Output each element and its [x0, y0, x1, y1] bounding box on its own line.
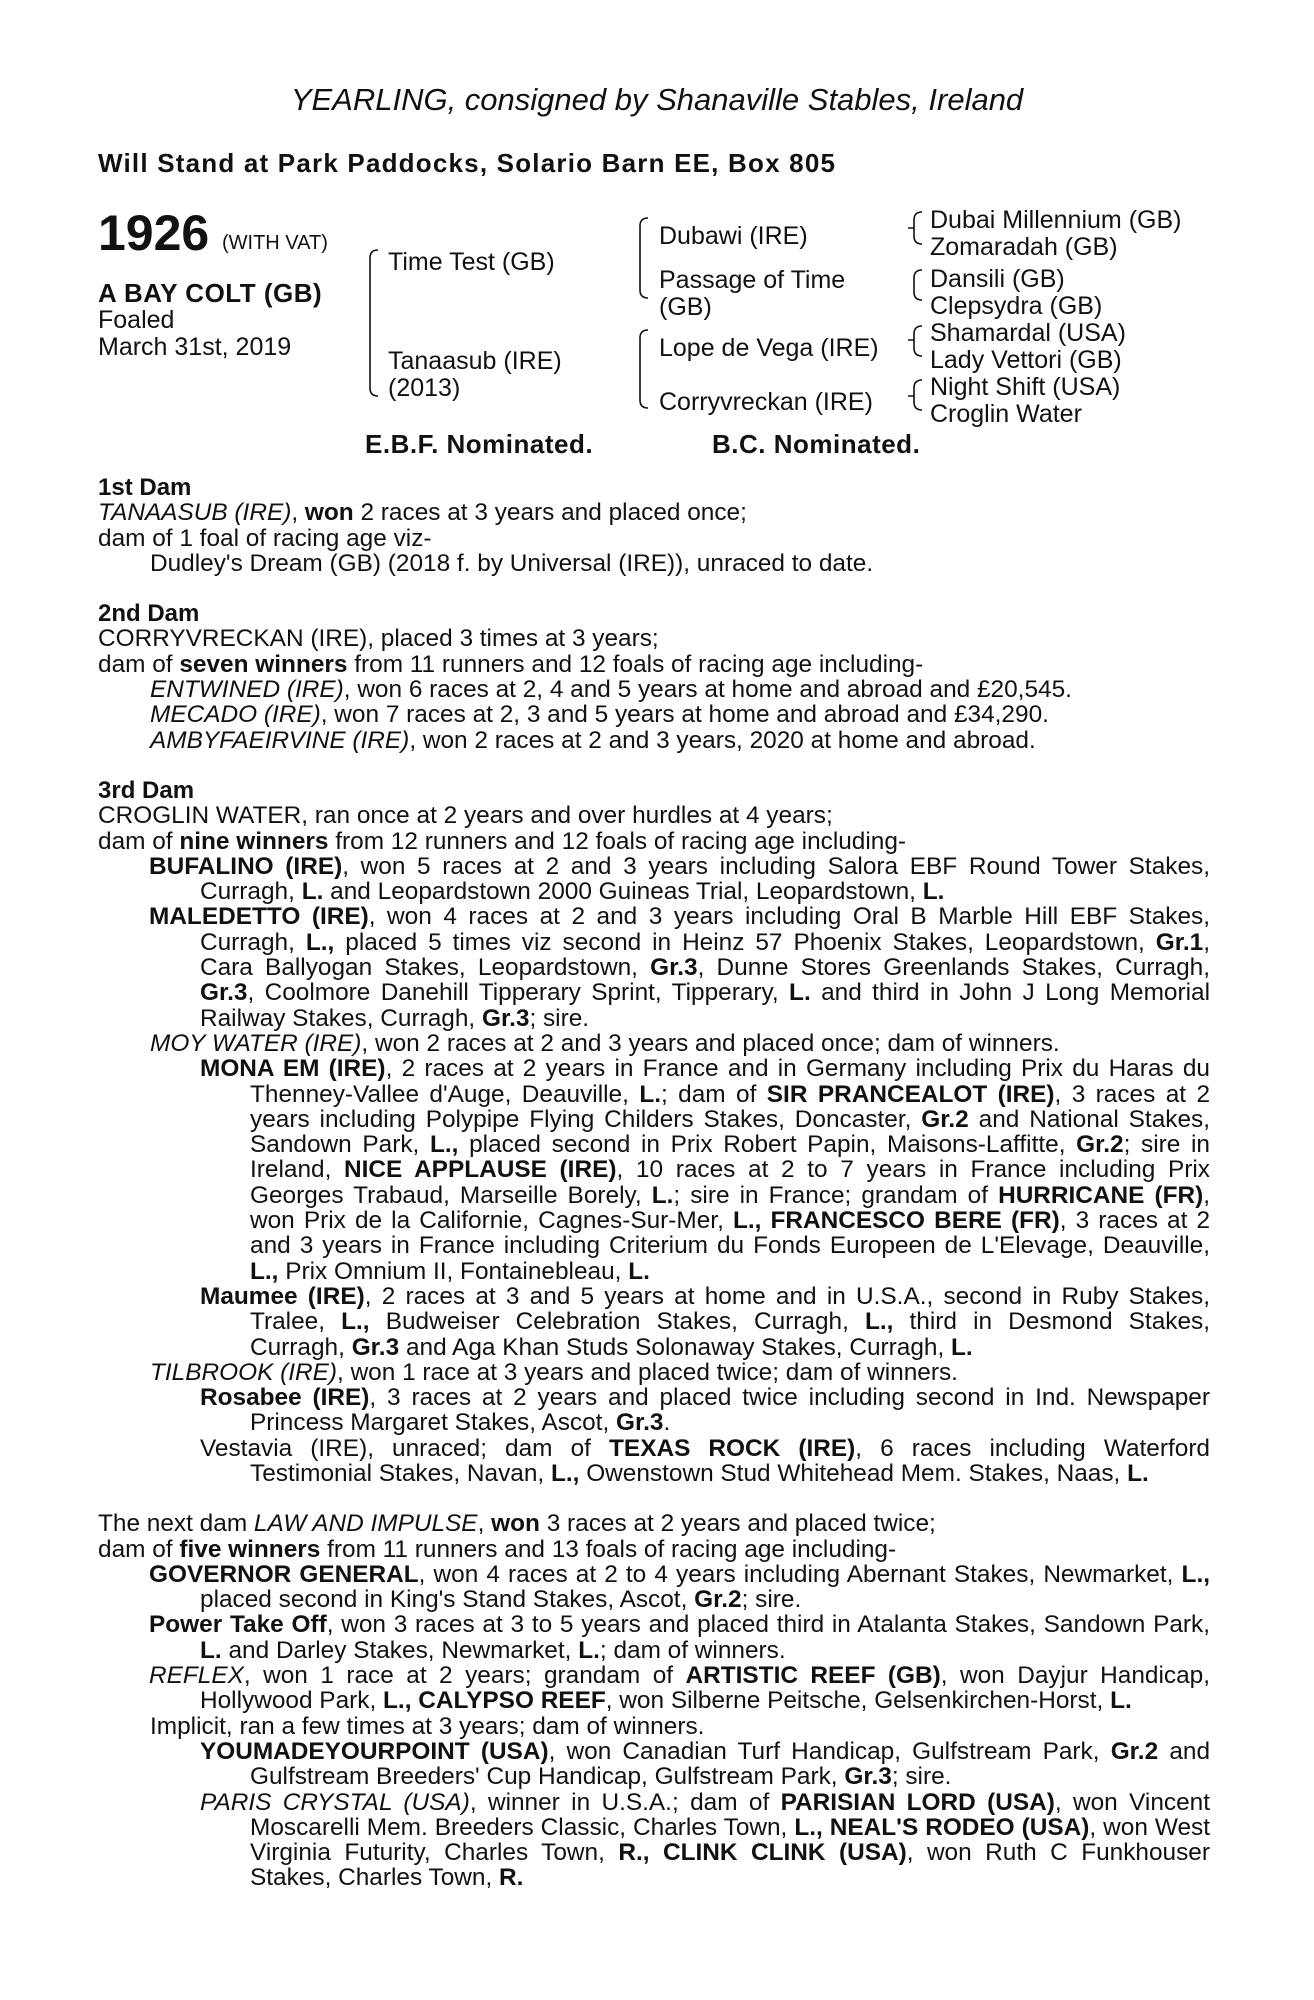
foaled-label: Foaled — [98, 306, 175, 334]
third-dam-heading: 3rd Dam — [98, 776, 195, 804]
first-dam-heading: 1st Dam — [98, 474, 192, 501]
pedigree-sire: Time Test (GB) — [388, 248, 555, 276]
lot-number: 1926 — [98, 205, 210, 261]
list-item: MONA EM (IRE), 2 races at 2 years in France and in Germany including Prix du Haras du Thenney-Vallee d'Auge, Deauville, L.; dam of SIR PRANCEALOT (IRE), 3 races at 2 years including Polypipe Flying Childers Stakes, Doncaster, Gr.2 and National Stakes, Sandown Park, L., placed second in Prix Robert Papin, Maisons-Laffitte, Gr.2; sire in Ireland, NICE APPLAUSE (IRE), 10 races at 2 to 7 years in France including Prix Georges Trabaud, Marseille Borely, L.; sire in France; grandam of HURRICANE (FR), won Prix de la Californie, Cagnes-Sur-Mer, L., FRANCESCO BERE (FR), 3 races at 2 and 3 years in France including Criterium du Fonds Europeen de L'Elevage, Deauville, L., Prix Omnium II, Fontainebleau, L. — [200, 1055, 1211, 1285]
pedigree-dss: Shamardal (USA) — [930, 319, 1126, 347]
list-item: Vestavia (IRE), unraced; dam of TEXAS ROCK (IRE), 6 races including Waterford Testimonial Stakes, Navan, L., Owenstown Stud Whitehead Mem. Stakes, Naas, L. — [200, 1434, 1211, 1487]
pedigree-sire-sire: Dubawi (IRE) — [659, 222, 808, 250]
list-item: BUFALINO (IRE), won 5 races at 2 and 3 years including Salora EBF Round Tower Stakes, Curragh, L. and Leopardstown 2000 Guineas Trial, Leopardstown, L. — [149, 852, 1210, 906]
list-item: Implicit, ran a few times at 3 years; dam of winners. — [150, 1712, 705, 1740]
bracket-col3-2 — [914, 270, 922, 300]
bracket-col3-1 — [908, 212, 922, 244]
list-item: YOUMADEYOURPOINT (USA), won Canadian Turf Handicap, Gulfstream Park, Gr.2 and Gulfstream Breeders' Cup Handicap, Gulfstream Park, Gr.3; sire. — [200, 1737, 1211, 1791]
list-item: MECADO (IRE), won 7 races at 2, 3 and 5 years at home and abroad and £34,290. — [150, 701, 1049, 729]
first-dam-record: TANAASUB (IRE), won 2 races at 3 years and placed once; — [98, 499, 747, 527]
bracket-col3-3 — [908, 326, 922, 356]
bracket-col3-4 — [908, 380, 922, 410]
list-item: Power Take Off, won 3 races at 3 to 5 years and placed third in Atalanta Stakes, Sandown Park, L. and Darley Stakes, Newmarket, L.; dam of winners. — [149, 1611, 1210, 1664]
list-item: PARIS CRYSTAL (USA), winner in U.S.A.; dam of PARISIAN LORD (USA), won Vincent Moscarelli Mem. Breeders Classic, Charles Town, L., NEAL'S RODEO (USA), won West Virginia Futurity, Charles Town, R., CLINK CLINK (USA), won Ruth C Funkhouser Stakes, Charles Town, R. — [200, 1788, 1210, 1892]
second-dam-record: CORRYVRECKAN (IRE), placed 3 times at 3 years; — [98, 625, 659, 653]
list-item: TILBROOK (IRE), won 1 race at 3 years and placed twice; dam of winners. — [150, 1358, 958, 1386]
pedigree-ddd: Croglin Water — [930, 400, 1082, 428]
catalogue-body — [98, 475, 1210, 1891]
list-item: AMBYFAEIRVINE (IRE), won 2 races at 2 and 3 years, 2020 at home and abroad. — [150, 726, 1036, 754]
list-item: ENTWINED (IRE), won 6 races at 2, 4 and 5 years at home and abroad and £20,545. — [150, 676, 1072, 704]
first-dam-produce-summary: dam of 1 foal of racing age viz- — [98, 524, 432, 552]
list-item: REFLEX, won 1 race at 2 years; grandam of ARTISTIC REEF (GB), won Dayjur Handicap, Hollywood Park, L., CALYPSO REEF, won Silberne Peitsche, Gelsenkirchen-Horst, L. — [149, 1662, 1210, 1715]
pedigree-dsd: Lady Vettori (GB) — [930, 346, 1122, 374]
list-item: Maumee (IRE), 2 races at 3 and 5 years at home and in U.S.A., second in Ruby Stakes, Tralee, L., Budweiser Celebration Stakes, Curragh, L., third in Desmond Stakes, Curragh, Gr.3 and Aga Khan Studs Solonaway Stakes, Curragh, L. — [200, 1282, 1211, 1361]
lot-description: A BAY COLT (GB) — [98, 278, 323, 308]
list-item: Rosabee (IRE), 3 races at 2 years and placed twice including second in Ind. Newspaper Princess Margaret Stakes, Ascot, Gr.3. — [200, 1384, 1210, 1437]
foaled-date: March 31st, 2019 — [98, 333, 292, 361]
pedigree-sire-dam-country: (GB) — [659, 293, 712, 321]
vat-note: (WITH VAT) — [222, 232, 328, 254]
list-item: GOVERNOR GENERAL, won 4 races at 2 to 4 years including Abernant Stakes, Newmarket, L., placed second in King's Stand Stakes, Ascot, Gr.2; sire. — [149, 1560, 1210, 1614]
second-dam-produce-summary: dam of seven winners from 11 runners and 12 foals of racing age including- — [98, 650, 924, 678]
pedigree-dam: Tanaasub (IRE) — [388, 347, 562, 375]
first-dam-foal: Dudley's Dream (GB) (2018 f. by Universal (IRE)), unraced to date. — [150, 549, 874, 577]
pedigree-sdd: Clepsydra (GB) — [930, 292, 1103, 320]
ebf-nomination: E.B.F. Nominated. — [365, 429, 594, 459]
bracket-col2-top — [640, 218, 648, 298]
third-dam-record: CROGLIN WATER, ran once at 2 years and over hurdles at 4 years; — [98, 802, 833, 830]
pedigree-dam-dam: Corryvreckan (IRE) — [659, 388, 873, 416]
pedigree-ssd: Zomaradah (GB) — [930, 233, 1118, 261]
pedigree-dds: Night Shift (USA) — [930, 373, 1121, 401]
pedigree-sss: Dubai Millennium (GB) — [930, 206, 1182, 234]
bracket-col2-bottom — [640, 330, 648, 408]
list-item: MALEDETTO (IRE), won 4 races at 2 and 3 years including Oral B Marble Hill EBF Stakes, Curragh, L., placed 5 times viz second in Heinz 57 Phoenix Stakes, Leopardstown, Gr.1, Cara Ballyogan Stakes, Leopardstown, Gr.3, Dunne Stores Greenlands Stakes, Curragh, Gr.3, Coolmore Danehill Tipperary Sprint, Tipperary, L. and third in John J Long Memorial Railway Stakes, Curragh, Gr.3; sire. — [149, 903, 1211, 1032]
pedigree-sds: Dansili (GB) — [930, 265, 1065, 293]
stand-location: Will Stand at Park Paddocks, Solario Barn EE, Box 805 — [98, 148, 837, 178]
second-dam-heading: 2nd Dam — [98, 600, 200, 628]
bc-nomination: B.C. Nominated. — [712, 429, 921, 459]
list-item: MOY WATER (IRE), won 2 races at 2 and 3 years and placed once; dam of winners. — [150, 1029, 1060, 1057]
pedigree-sire-dam: Passage of Time — [659, 266, 846, 294]
pedigree-dam-year: (2013) — [388, 374, 461, 402]
next-dam-record: The next dam LAW AND IMPULSE, won 3 races at 2 years and placed twice; — [98, 1510, 936, 1538]
catalogue-subtitle: YEARLING, consigned by Shanaville Stables, Ireland — [290, 82, 1024, 117]
bracket-col1 — [370, 250, 378, 396]
third-dam-produce-summary: dam of nine winners from 12 runners and 12 foals of racing age including- — [98, 827, 907, 855]
pedigree-dam-sire: Lope de Vega (IRE) — [659, 334, 879, 362]
next-dam-produce-summary: dam of five winners from 11 runners and 13 foals of racing age including- — [98, 1535, 897, 1563]
